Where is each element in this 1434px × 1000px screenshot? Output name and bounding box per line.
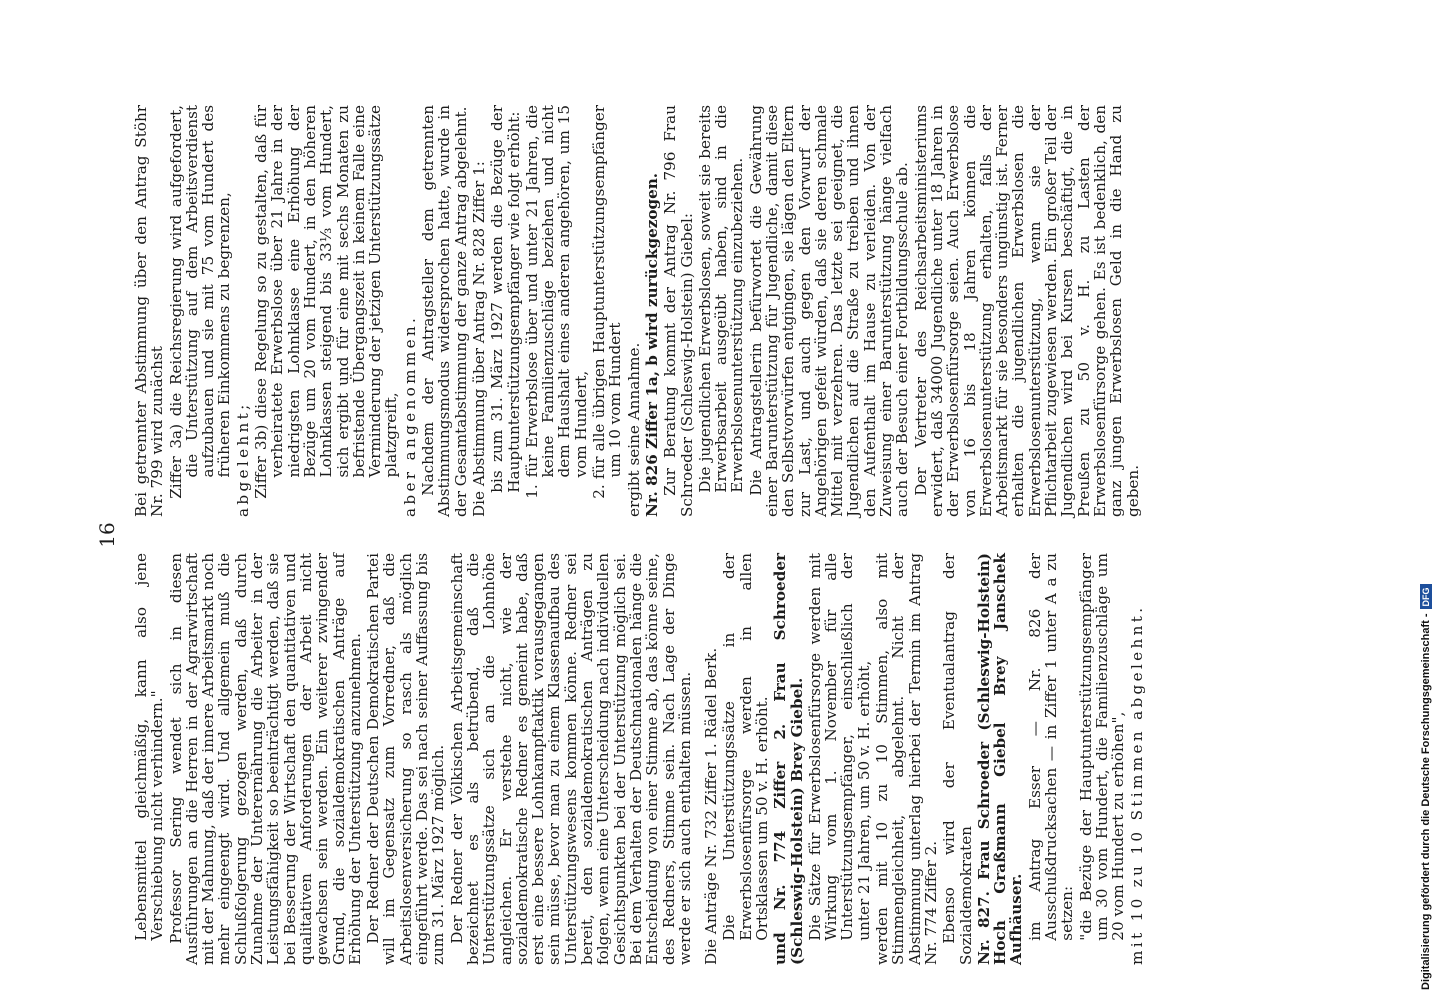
motion-heading: und Nr. 774 Ziffer 2. Frau Schroeder (Schleswig-Holstein) Brey Giebel. xyxy=(771,553,806,965)
left-column xyxy=(133,553,1147,965)
right-column xyxy=(133,105,1143,517)
paragraph: Zur Beratung kommt der Antrag Nr. 796 Frau Schroeder (Schleswig-Holstein) Giebel: xyxy=(661,105,696,517)
motion-text: bis zum 31. März 1927 werden die Bezüge der Hauptunterstützungsempfänger wie folgt erhöht: xyxy=(488,105,523,493)
motion-heading: Die Anträge Nr. 732 Ziffer 1. Rädel Berk. xyxy=(702,647,721,965)
document-page xyxy=(95,105,1355,965)
motion-heading: Nr. 827. Frau Schroeder (Schleswig-Holstein) Hoch Graßmann Giebel Brey Janschek Aufhäuser. xyxy=(974,553,1026,965)
motion-quote: "die Bezüge der Hauptunterstützungsempfänger um 30 vom Hundert, die Familienzuschläge um 20 vom Hundert zu erhöhen", xyxy=(1076,553,1128,941)
dfg-logo: DFG xyxy=(1420,584,1432,609)
paragraph: Der Redner der Völkischen Arbeitsgemeinschaft bezeichnet es als betrübend, daß die Unterstützungssätze sich an die Lohnhöhe angleichen. Er verstehe nicht, wie der sozialdemokratische Redner es gemeint habe, daß erst eine bessere Lohnkampftaktik vorausgegangen sein müsse, bevor man zu einem Klassenaufbau des Unterstützungswesens kommen könne. Redner sei bereit, den sozialdemokratischen Anträgen zu folgen, wenn eine Unterscheidung nach individuellen Gesichtspunkten bei der Unterstützung möglich sei. Bei dem Verhalten der Deutschnationalen hänge die Entscheidung von einer Stimme ab, das könne seine, des Redners, Stimme sein. Nach Lage der Dinge werde er sich auch enthalten müssen. xyxy=(447,553,694,965)
motion-text: Die Sätze für Erwerbslosenfürsorge werden mit Wirkung vom 1. November für alle Unterstützungsempfänger, einschließlich der unter 21 Jahren, um 50 v. H. erhöht, xyxy=(805,553,873,941)
vote-result: ergibt seine Annahme. xyxy=(624,342,643,517)
credit-text: Digitalisierung gefördert durch die Deutsche Forschungsgemeinschaft - xyxy=(1420,613,1432,990)
paragraph: werden mit 10 zu 10 Stimmen, also mit Stimmengleichheit, abgelehnt. Nicht der Abstimmung unterlag hierbei der Termin im Antrag Nr. 774 Ziffer 2. xyxy=(873,553,940,965)
paragraph: Lebensmittel gleichmäßig, kann also jene Verschiebung nicht verhindern." xyxy=(132,553,167,941)
motion-item: 2. für alle übrigen Hauptunterstützungsempfänger um 10 vom Hundert xyxy=(590,105,625,499)
digitization-credit xyxy=(1418,5,1434,990)
motion-text: Die Unterstützungssätze in der Erwerbslosenfürsorge werden in allen Ortsklassen um 50 v. H. erhöht. xyxy=(720,553,771,941)
paragraph: Die Antragstellerin befürwortet die Gewährung einer Barunterstützung für Jugendliche, damit diese den Selbstvorwürfen entgingen, sie lägen den Eltern zur Last, und auch gegen den Vorwurf der Angehörigen gefeit würden, daß sie deren schmale Mittel mit verzehren. Das letzte sei geeignet, die Jugendlichen auf die Straße zu treiben und ihnen den Aufenthalt im Hause zu verleiden. Von der Zuweisung einer Barunterstützung hänge vielfach auch der Besuch einer Fortbildungsschule ab. xyxy=(746,105,912,517)
page-number: 16 xyxy=(95,522,119,548)
motion-item: 1. für Erwerbslose über und unter 21 Jahren, die keine Familienzuschläge beziehen und nicht dem Haushalt eines anderen angehören, um 15 vom Hundert, xyxy=(522,105,590,499)
motion-text: im Antrag Esser — Nr. 826 der Ausschußdrucksachen — in Ziffer 1 unter A a zu setzen: xyxy=(1025,553,1077,941)
paragraph: Der Vertreter des Reichsarbeitsministeriums erwidert, daß 34000 Jugendliche unter 18 Jahren in der Erwerbslosenfürsorge seien. Auch Erwerbslose von 16 bis 18 Jahren können die Erwerbslosenunterstützung erhalten, falls der Arbeitsmarkt für sie besonders ungünstig ist. Ferner erhalten die jugendlichen Erwerbslosen die Erwerbslosenunterstützung, wenn sie der Pflichtarbeit zugewiesen werden. Ein großer Teil der Jugendlichen wird bei Kursen beschäftigt, die in Preußen zu 50 v. H. zu Lasten der Erwerbslosenfürsorge gehen. Es ist bedenklich, den ganz jungen Erwerbslosen Geld in die Hand zu geben. xyxy=(911,105,1142,517)
paragraph: Bei getrennter Abstimmung über den Antrag Stöhr Nr. 799 wird zunächst xyxy=(132,105,167,517)
motion-item: Ziffer 3a) die Reichsregierung wird aufgefordert, die Unterstützung auf dem Arbeitsverdienst aufzubauen und sie mit 75 vom Hundert des früheren Einkommens zu begrenzen, xyxy=(166,105,234,499)
vote-result: abgelehnt; xyxy=(233,401,252,517)
paragraph: Professor Sering wendet sich in diesen Ausführungen an die Herren in der Agrarwirtschaft mit der Mahnung, daß der innere Arbeitsmarkt noch mehr eingeengt wird. Und allgemein muß die Schlußfolgerung gezogen werden, daß durch Zunahme der Unterernährung die Arbeiter in der Leistungsfähigkeit so beeinträchtigt werden, daß sie bei Besserung der Wirtschaft den quantitativen und qualitativen Anforderungen der Arbeit nicht gewachsen sein werden. Ein weiterer zwingender Grund, die sozialdemokratischen Anträge auf Erhöhung der Unterstützung anzunehmen. xyxy=(166,553,364,965)
motion-heading: Die Abstimmung über Antrag Nr. 828 Ziffer 1: xyxy=(469,161,488,517)
paragraph: Nachdem der Antragsteller dem getrennten Abstimmungsmodus widersprochen hatte, wurde in der Gesamtabstimmung der ganze Antrag abgelehnt. xyxy=(419,105,470,517)
paragraph: Ebenso wird der Eventualantrag der Sozialdemokraten xyxy=(940,553,975,965)
vote-result: aber angenommen. xyxy=(400,314,419,517)
vote-result: mit 10 zu 10 Stimmen abgelehnt. xyxy=(1127,604,1146,965)
motion-text: Die jugendlichen Erwerbslosen, soweit sie bereits Erwerbsarbeit ausgeübt haben, sind in die Erwerbslosenunterstützung einzubeziehen. xyxy=(695,105,747,493)
paragraph: Der Redner der Deutschen Demokratischen Partei will im Gegensatz zum Vorredner, daß die Arbeitslosenversicherung so rasch als möglich eingeführt werde. Das sei nach seiner Auffassung bis zum 31. März 1927 möglich. xyxy=(364,553,448,965)
motion-heading: Nr. 826 Ziffer 1a, b wird zurückgezogen. xyxy=(642,172,661,517)
motion-item: Ziffer 3b) diese Regelung so zu gestalten, daß für verheiratete Erwerbslose über 21 Jahre in der niedrigsten Lohnklasse eine Erhöhung der Bezüge um 20 vom Hundert, in den höheren Lohnklassen steigend bis 33⅓ vom Hundert, sich ergibt und für eine mit sechs Monaten zu befristende Übergangszeit in keinem Falle eine Verminderung der jetzigen Unterstützungssätze platzgreift, xyxy=(252,105,401,499)
